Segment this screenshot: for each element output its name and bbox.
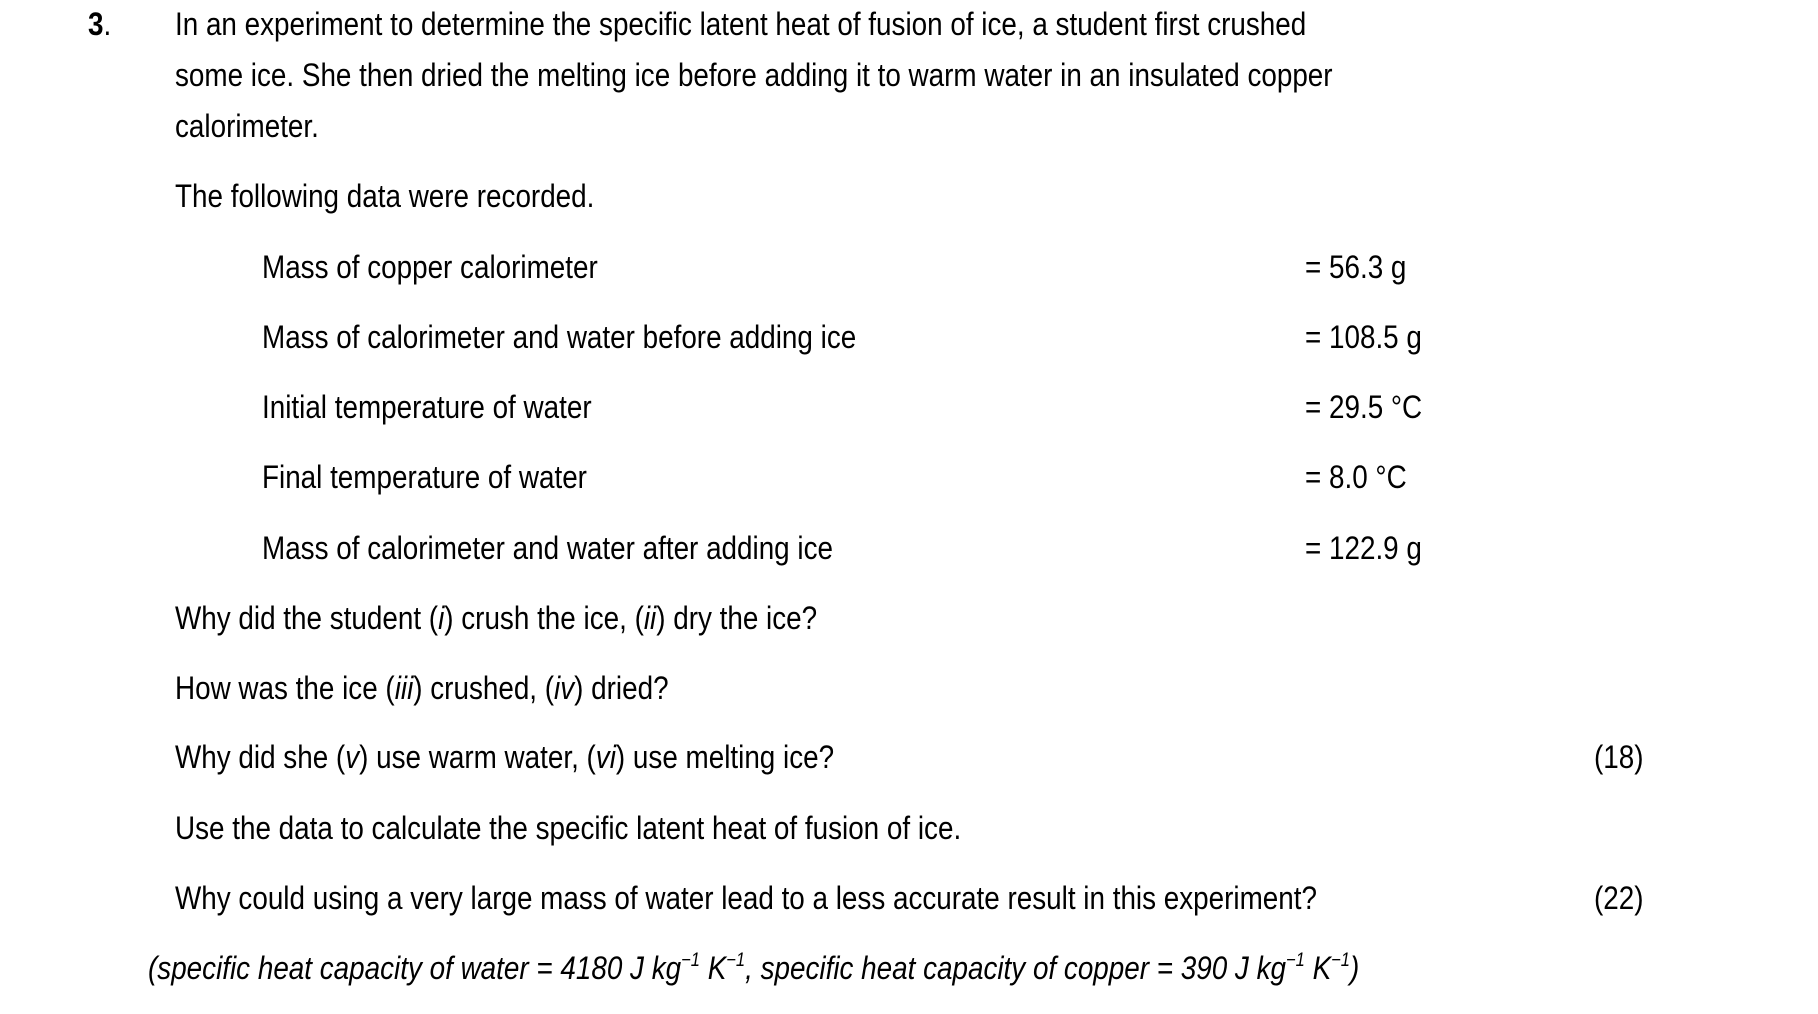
sub-question-3: Why did she (v) use warm water, (vi) use melting ice?	[175, 739, 835, 775]
question-number: 3.	[88, 6, 112, 42]
data-value: = 56.3 g	[1305, 249, 1407, 285]
data-label: Mass of calorimeter and water before adding ice	[262, 319, 857, 355]
data-value: = 29.5 °C	[1305, 389, 1423, 425]
data-value: = 8.0 °C	[1305, 459, 1407, 495]
data-value: = 122.9 g	[1305, 530, 1422, 566]
data-label: Initial temperature of water	[262, 389, 592, 425]
sub-question-2: How was the ice (iii) crushed, (iv) dried?	[175, 670, 669, 706]
sub-question-4: Use the data to calculate the specific latent heat of fusion of ice.	[175, 810, 962, 846]
data-label: Mass of copper calorimeter	[262, 249, 598, 285]
marks-22: (22)	[1594, 880, 1644, 916]
marks-18: (18)	[1594, 739, 1644, 775]
intro-line-3: calorimeter.	[175, 108, 319, 144]
data-label: Final temperature of water	[262, 459, 587, 495]
intro-line-2: some ice. She then dried the melting ice before adding it to warm water in an insulated copper	[175, 57, 1333, 93]
intro-line-1: In an experiment to determine the specific latent heat of fusion of ice, a student first crushed	[175, 6, 1307, 42]
sub-question-1: Why did the student (i) crush the ice, (ii) dry the ice?	[175, 600, 818, 636]
data-label: Mass of calorimeter and water after adding ice	[262, 530, 833, 566]
constants-note: (specific heat capacity of water = 4180 J $kg^{-1}$ $K^{-1}$, specific heat capacity of copper = 390 J $kg^{-1}$ $K^{-1}$)	[148, 950, 1360, 986]
sub-question-5: Why could using a very large mass of water lead to a less accurate result in this experiment?	[175, 880, 1317, 916]
data-value: = 108.5 g	[1305, 319, 1422, 355]
data-intro: The following data were recorded.	[175, 178, 595, 214]
